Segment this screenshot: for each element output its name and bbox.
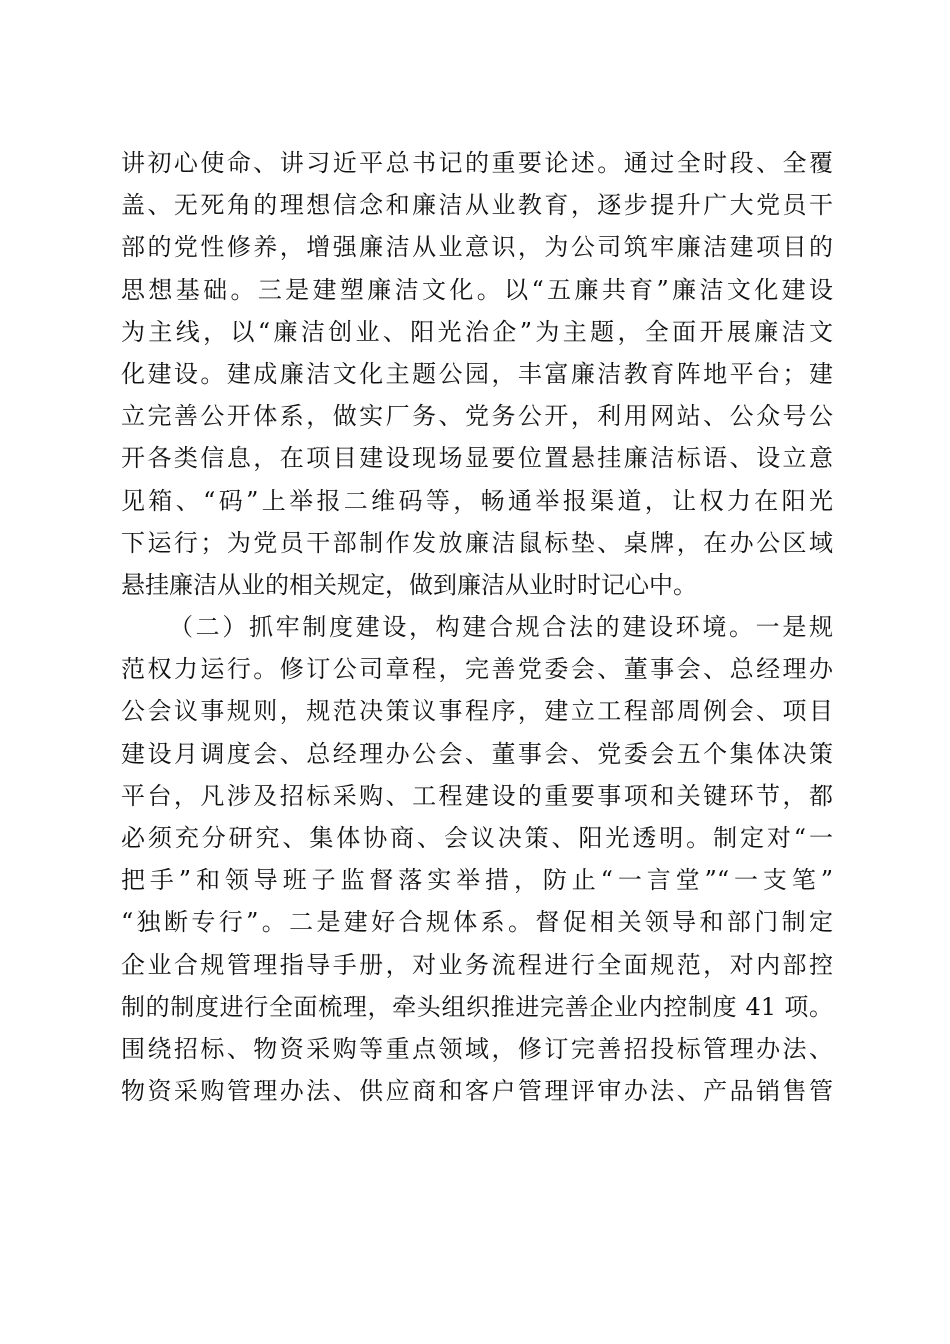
text-line: 建设月调度会、总经理办公会、董事会、党委会五个集体决策 xyxy=(121,739,833,768)
text-line: 范权力运行。修订公司章程，完善党委会、董事会、总经理办 xyxy=(121,655,833,684)
text-line: 下运行；为党员干部制作发放廉洁鼠标垫、桌牌，在办公区域 xyxy=(121,528,833,557)
text-line: 物资采购管理办法、供应商和客户管理评审办法、产品销售管 xyxy=(121,1077,833,1106)
paragraph-end-line: 悬挂廉洁从业的相关规定，做到廉洁从业时时记心中。 xyxy=(121,570,697,599)
text-line: 公会议事规则，规范决策议事程序，建立工程部周例会、项目 xyxy=(121,697,833,726)
text-line: 开各类信息，在项目建设现场显要位置悬挂廉洁标语、设立意 xyxy=(121,444,833,473)
text-line: 立完善公开体系，做实厂务、党务公开，利用网站、公众号公 xyxy=(121,402,833,431)
text-line: 制的制度进行全面梳理，牵头组织推进完善企业内控制度 41 项。 xyxy=(121,992,833,1021)
section-heading-line: （二）抓牢制度建设，构建合规合法的建设环境。一是规 xyxy=(169,613,833,642)
text-line: 盖、无死角的理想信念和廉洁从业教育，逐步提升广大党员干 xyxy=(121,191,833,220)
text-line: 企业合规管理指导手册，对业务流程进行全面规范，对内部控 xyxy=(121,950,833,979)
text-line: 化建设。建成廉洁文化主题公园，丰富廉洁教育阵地平台；建 xyxy=(121,359,833,388)
text-line: 见箱、“码”上举报二维码等，畅通举报渠道，让权力在阳光 xyxy=(121,486,833,515)
text-line: 部的党性修养，增强廉洁从业意识，为公司筑牢廉洁建项目的 xyxy=(121,233,833,262)
text-line: 围绕招标、物资采购等重点领域，修订完善招投标管理办法、 xyxy=(121,1034,833,1063)
text-line: 必须充分研究、集体协商、会议决策、阳光透明。制定对“一 xyxy=(121,824,833,852)
body-text xyxy=(121,142,833,1112)
text-line: 思想基础。三是建塑廉洁文化。以“五廉共育”廉洁文化建设 xyxy=(121,275,833,304)
text-line: 为主线，以“廉洁创业、阳光治企”为主题，全面开展廉洁文 xyxy=(121,317,833,346)
text-line: 讲初心使命、讲习近平总书记的重要论述。通过全时段、全覆 xyxy=(121,149,833,177)
text-line: 把手”和领导班子监督落实举措，防止“一言堂”“一支笔” xyxy=(121,866,833,895)
text-line: “独断专行”。二是建好合规体系。督促相关领导和部门制定 xyxy=(121,908,833,937)
text-line: 平台，凡涉及招标采购、工程建设的重要事项和关键环节，都 xyxy=(121,781,833,810)
